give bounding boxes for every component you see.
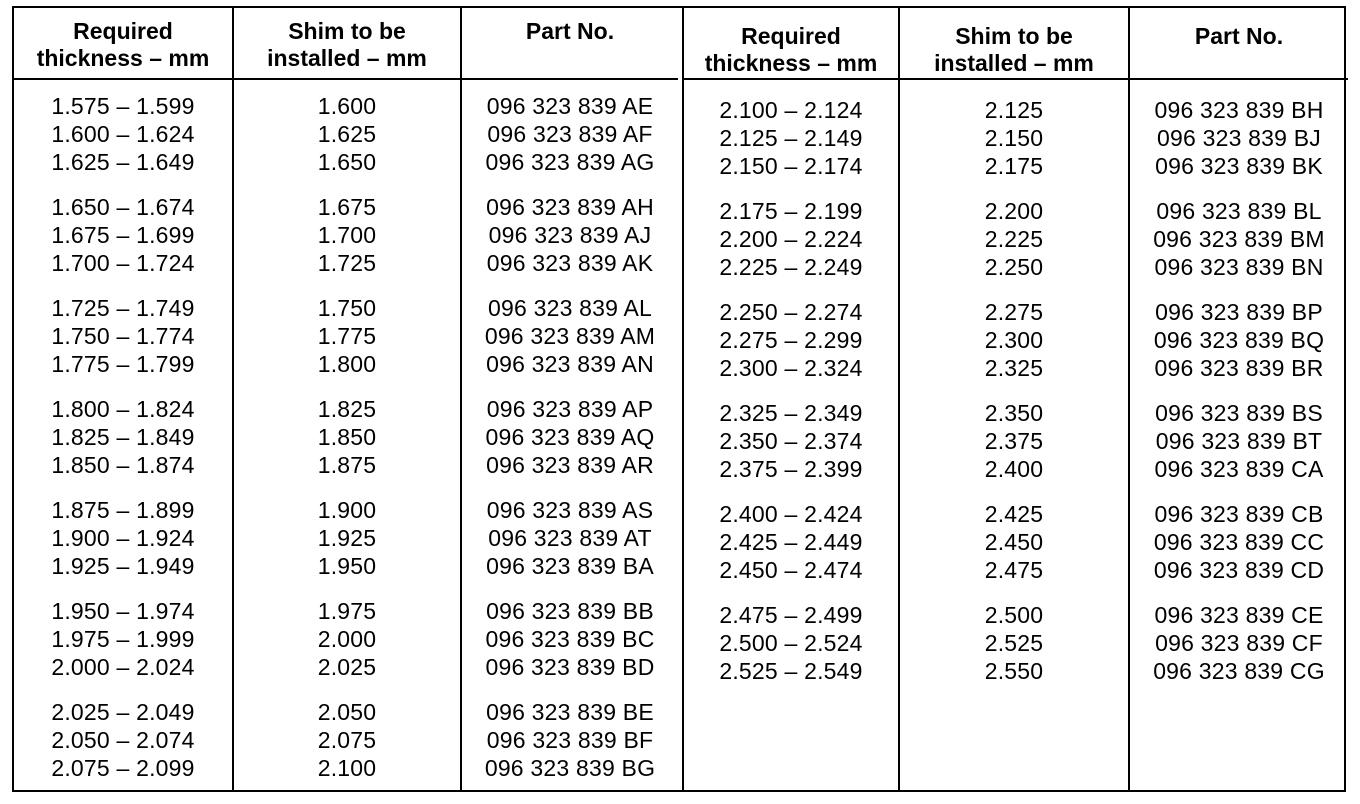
- row-group: [462, 496, 678, 580]
- row-group: [14, 698, 232, 782]
- table-cell: 1.950 – 1.974: [51, 598, 195, 624]
- header-line: Shim to be: [288, 18, 406, 44]
- table-cell: 2.100 – 2.124: [719, 97, 863, 123]
- header-line: installed – mm: [934, 50, 1094, 76]
- table-cell: 096 323 839 BK: [1155, 153, 1323, 179]
- table-cell: 1.825: [317, 396, 377, 422]
- table-cell: 2.075: [317, 727, 377, 753]
- row-group: [900, 399, 1128, 483]
- row-group: [462, 193, 678, 277]
- table-cell: 1.600 – 1.624: [51, 121, 195, 147]
- shim-installed-column: [232, 8, 460, 790]
- table-cell: 096 323 839 CB: [1154, 501, 1324, 527]
- row-group: [14, 597, 232, 681]
- table-cell: 1.800 – 1.824: [51, 396, 195, 422]
- row-group: [1130, 399, 1348, 483]
- header-line: Required: [73, 18, 173, 44]
- header-line: installed – mm: [267, 45, 427, 71]
- row-group: [900, 96, 1128, 180]
- header-line: Part No.: [1194, 23, 1284, 49]
- header-line: thickness – mm: [36, 45, 210, 71]
- table-cell: 2.475: [984, 557, 1044, 583]
- table-cell: 096 323 839 AG: [485, 149, 655, 175]
- table-cell: 1.725 – 1.749: [51, 295, 195, 321]
- table-cell: 2.175 – 2.199: [719, 198, 863, 224]
- table-left-half: [14, 8, 678, 790]
- table-cell: 1.850 – 1.874: [51, 452, 195, 478]
- header-line: thickness – mm: [704, 50, 878, 76]
- table-cell: 096 323 839 AS: [486, 497, 654, 523]
- required-thickness-header: [684, 8, 898, 80]
- header-line: Required: [741, 23, 841, 49]
- table-cell: 096 323 839 BC: [485, 626, 655, 652]
- table-cell: 2.200: [984, 198, 1044, 224]
- table-cell: 096 323 839 BL: [1156, 198, 1322, 224]
- table-cell: 2.325: [984, 355, 1044, 381]
- table-cell: 096 323 839 AL: [488, 295, 652, 321]
- table-cell: 096 323 839 CD: [1153, 557, 1325, 583]
- table-cell: 1.675: [317, 194, 377, 220]
- row-group: [14, 496, 232, 580]
- table-cell: 1.950: [317, 553, 377, 579]
- table-cell: 2.150: [984, 125, 1044, 151]
- table-cell: 2.400 – 2.424: [719, 501, 863, 527]
- shim-installed-header: [234, 8, 460, 80]
- table-cell: 2.175: [984, 153, 1044, 179]
- table-cell: 1.600: [317, 93, 377, 119]
- row-group: [900, 601, 1128, 685]
- shim-selection-table: [12, 6, 1346, 792]
- table-cell: 2.125: [984, 97, 1044, 123]
- required-thickness-column: [684, 8, 898, 790]
- table-cell: 1.775 – 1.799: [51, 351, 195, 377]
- row-group: [684, 500, 898, 584]
- row-group: [234, 496, 460, 580]
- table-cell: 096 323 839 CC: [1153, 529, 1325, 555]
- table-cell: 096 323 839 BB: [486, 598, 654, 624]
- table-cell: 2.550: [984, 658, 1044, 684]
- row-group: [462, 698, 678, 782]
- table-cell: 2.000 – 2.024: [51, 654, 195, 680]
- table-cell: 096 323 839 AH: [486, 194, 654, 220]
- table-cell: 2.275 – 2.299: [719, 327, 863, 353]
- table-cell: 2.000: [317, 626, 377, 652]
- table-cell: 2.250: [984, 254, 1044, 280]
- table-cell: 1.900 – 1.924: [51, 525, 195, 551]
- table-cell: 2.400: [984, 456, 1044, 482]
- table-cell: 2.375 – 2.399: [719, 456, 863, 482]
- table-cell: 096 323 839 AJ: [488, 222, 652, 248]
- table-cell: 096 323 839 BH: [1154, 97, 1324, 123]
- table-cell: 096 323 839 CG: [1153, 658, 1325, 684]
- row-group: [900, 298, 1128, 382]
- table-cell: 1.750: [317, 295, 377, 321]
- table-cell: 096 323 839 AP: [486, 396, 654, 422]
- table-cell: 2.300 – 2.324: [719, 355, 863, 381]
- row-group: [1130, 197, 1348, 281]
- column-body: [234, 80, 460, 782]
- row-group: [234, 193, 460, 277]
- table-cell: 1.975: [317, 598, 377, 624]
- row-group: [900, 500, 1128, 584]
- table-cell: 2.075 – 2.099: [51, 755, 195, 781]
- table-cell: 1.700 – 1.724: [51, 250, 195, 276]
- table-cell: 2.425: [984, 501, 1044, 527]
- table-cell: 2.225 – 2.249: [719, 254, 863, 280]
- row-group: [462, 92, 678, 176]
- column-body: [900, 80, 1128, 685]
- table-cell: 1.650 – 1.674: [51, 194, 195, 220]
- row-group: [462, 597, 678, 681]
- table-cell: 096 323 839 AT: [488, 525, 652, 551]
- table-cell: 1.750 – 1.774: [51, 323, 195, 349]
- table-cell: 096 323 839 CF: [1155, 630, 1323, 656]
- row-group: [684, 197, 898, 281]
- table-cell: 2.250 – 2.274: [719, 299, 863, 325]
- table-cell: 1.875: [317, 452, 377, 478]
- table-cell: 096 323 839 AF: [487, 121, 653, 147]
- column-body: [462, 80, 678, 782]
- row-group: [234, 597, 460, 681]
- row-group: [684, 298, 898, 382]
- table-cell: 1.625: [317, 121, 377, 147]
- table-cell: 1.625 – 1.649: [51, 149, 195, 175]
- table-right-half: [682, 8, 1348, 790]
- row-group: [684, 601, 898, 685]
- table-cell: 096 323 839 AM: [484, 323, 656, 349]
- table-cell: 2.350: [984, 400, 1044, 426]
- row-group: [234, 294, 460, 378]
- part-number-column: [460, 8, 678, 790]
- table-cell: 1.925: [317, 525, 377, 551]
- table-cell: 2.450: [984, 529, 1044, 555]
- table-cell: 096 323 839 BJ: [1157, 125, 1321, 151]
- table-cell: 096 323 839 BE: [486, 699, 654, 725]
- table-cell: 1.850: [317, 424, 377, 450]
- table-cell: 1.875 – 1.899: [51, 497, 195, 523]
- required-thickness-header: [14, 8, 232, 80]
- table-cell: 096 323 839 BF: [486, 727, 654, 753]
- table-cell: 096 323 839 AQ: [485, 424, 655, 450]
- part-number-header: [1130, 8, 1348, 80]
- table-cell: 2.025 – 2.049: [51, 699, 195, 725]
- table-cell: 2.100: [317, 755, 377, 781]
- table-cell: 2.050: [317, 699, 377, 725]
- table-cell: 096 323 839 BA: [486, 553, 654, 579]
- table-cell: 096 323 839 BG: [484, 755, 656, 781]
- part-number-column: [1128, 8, 1348, 790]
- column-body: [14, 80, 232, 782]
- table-cell: 2.025: [317, 654, 377, 680]
- table-cell: 1.800: [317, 351, 377, 377]
- table-cell: 096 323 839 BD: [485, 654, 655, 680]
- header-line: Shim to be: [955, 23, 1073, 49]
- table-cell: 2.475 – 2.499: [719, 602, 863, 628]
- row-group: [234, 395, 460, 479]
- table-cell: 096 323 839 BM: [1153, 226, 1325, 252]
- row-group: [1130, 96, 1348, 180]
- table-cell: 2.450 – 2.474: [719, 557, 863, 583]
- table-cell: 2.425 – 2.449: [719, 529, 863, 555]
- shim-installed-column: [898, 8, 1128, 790]
- row-group: [684, 96, 898, 180]
- table-cell: 096 323 839 BP: [1155, 299, 1323, 325]
- table-cell: 2.525: [984, 630, 1044, 656]
- table-cell: 2.525 – 2.549: [719, 658, 863, 684]
- column-body: [684, 80, 898, 685]
- required-thickness-column: [14, 8, 232, 790]
- table-cell: 096 323 839 BQ: [1153, 327, 1325, 353]
- shim-installed-header: [900, 8, 1128, 80]
- table-cell: 1.700: [317, 222, 377, 248]
- table-cell: 2.300: [984, 327, 1044, 353]
- table-cell: 2.350 – 2.374: [719, 428, 863, 454]
- table-cell: 1.900: [317, 497, 377, 523]
- row-group: [1130, 500, 1348, 584]
- table-cell: 096 323 839 BS: [1155, 400, 1323, 426]
- table-cell: 096 323 839 AN: [486, 351, 654, 377]
- row-group: [900, 197, 1128, 281]
- table-cell: 2.375: [984, 428, 1044, 454]
- column-body: [1130, 80, 1348, 685]
- table-cell: 2.225: [984, 226, 1044, 252]
- row-group: [14, 92, 232, 176]
- table-cell: 1.975 – 1.999: [51, 626, 195, 652]
- table-cell: 2.325 – 2.349: [719, 400, 863, 426]
- header-line: Part No.: [525, 18, 615, 44]
- table-cell: 096 323 839 AE: [486, 93, 654, 119]
- table-cell: 096 323 839 CA: [1154, 456, 1324, 482]
- table-cell: 1.650: [317, 149, 377, 175]
- table-cell: 2.500: [984, 602, 1044, 628]
- row-group: [234, 698, 460, 782]
- table-cell: 096 323 839 AK: [486, 250, 654, 276]
- row-group: [14, 395, 232, 479]
- row-group: [684, 399, 898, 483]
- table-cell: 2.125 – 2.149: [719, 125, 863, 151]
- table-cell: 1.925 – 1.949: [51, 553, 195, 579]
- table-cell: 2.275: [984, 299, 1044, 325]
- table-cell: 096 323 839 CE: [1154, 602, 1324, 628]
- row-group: [1130, 298, 1348, 382]
- table-cell: 096 323 839 AR: [486, 452, 654, 478]
- row-group: [1130, 601, 1348, 685]
- table-cell: 1.825 – 1.849: [51, 424, 195, 450]
- row-group: [462, 395, 678, 479]
- row-group: [14, 294, 232, 378]
- table-cell: 1.575 – 1.599: [51, 93, 195, 119]
- table-cell: 2.050 – 2.074: [51, 727, 195, 753]
- row-group: [14, 193, 232, 277]
- table-cell: 2.150 – 2.174: [719, 153, 863, 179]
- table-cell: 1.775: [317, 323, 377, 349]
- table-cell: 2.500 – 2.524: [719, 630, 863, 656]
- part-number-header: [462, 8, 678, 80]
- table-cell: 1.675 – 1.699: [51, 222, 195, 248]
- row-group: [462, 294, 678, 378]
- table-cell: 096 323 839 BT: [1155, 428, 1323, 454]
- table-cell: 096 323 839 BR: [1154, 355, 1324, 381]
- table-cell: 1.725: [317, 250, 377, 276]
- table-cell: 2.200 – 2.224: [719, 226, 863, 252]
- row-group: [234, 92, 460, 176]
- table-cell: 096 323 839 BN: [1154, 254, 1324, 280]
